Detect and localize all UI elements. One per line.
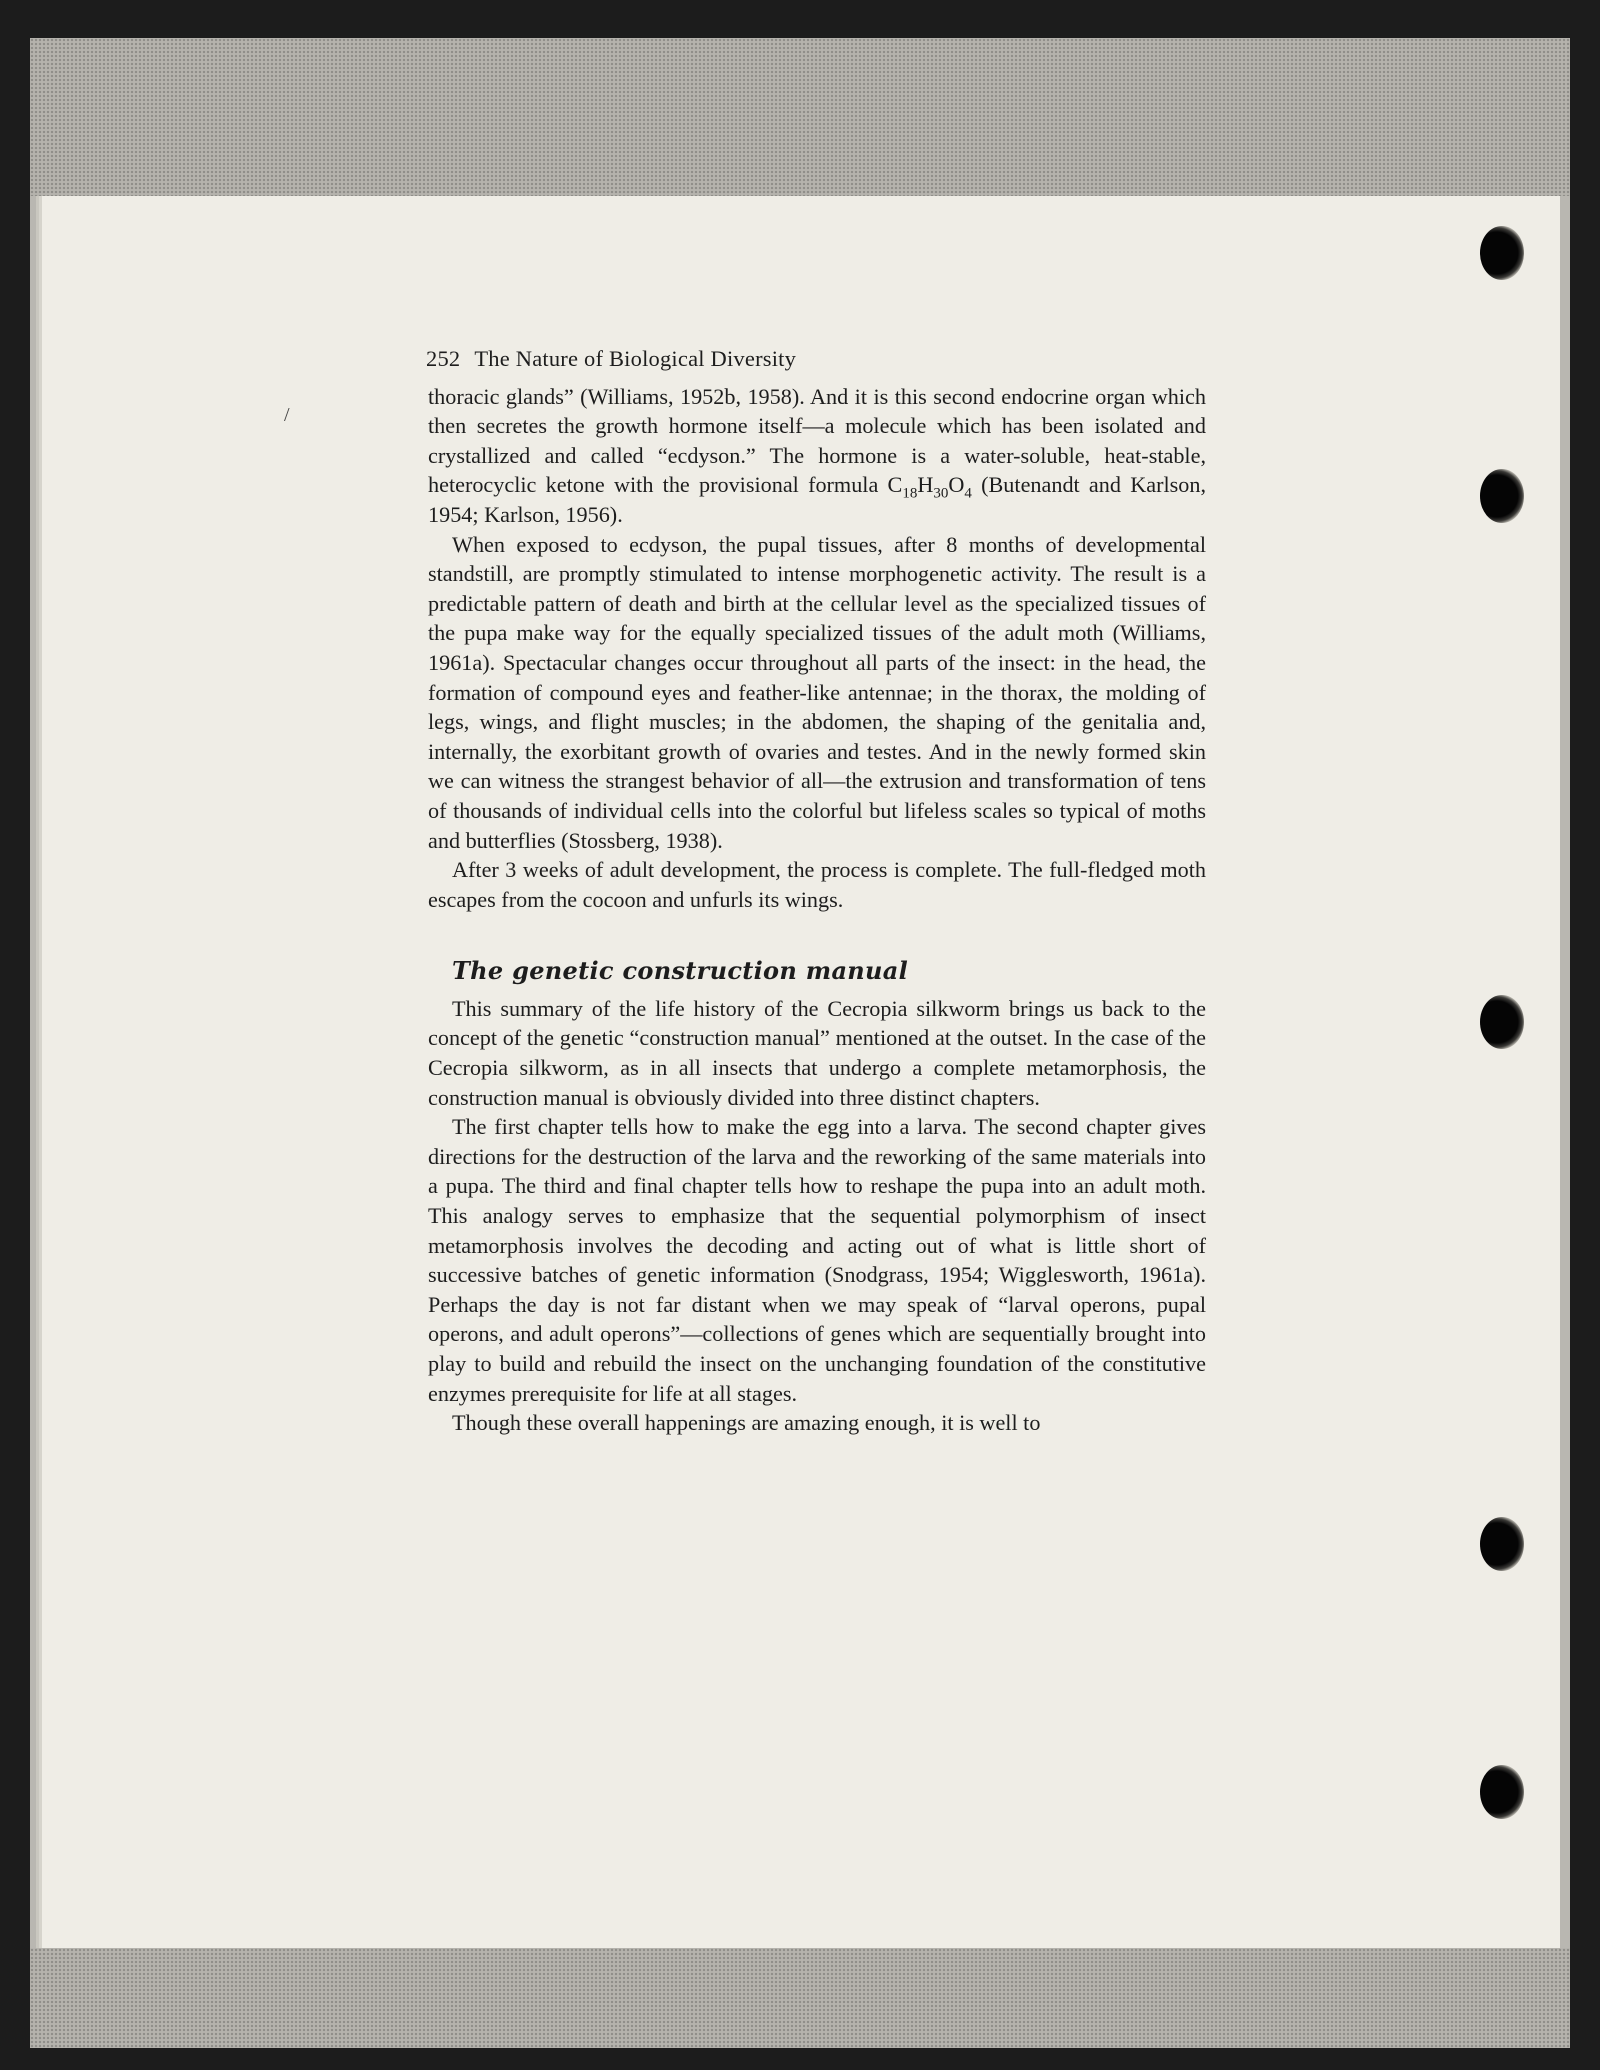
paragraph-5: The first chapter tells how to make the egg into a larva. The second chapter gives directions for the destruction of the larva and the reworking of the same materials into a pupa. The third and final chapter tells how to reshape the pupa into an adult moth. This analogy serves to emphasize that the sequential polymorphism of insect metamorphosis involves the decoding and acting out of what is little short of successive batches of genetic information (Snodgrass, 1954; Wigglesworth, 1961a). Perhaps the day is not far distant when we may speak of “larval operons, pupal operons, and adult operons”—collections of genes which are sequentially brought into play to build and rebuild the insect on the unchanging foundation of the constitutive enzymes prerequisite for life at all stages. bbox=[428, 1114, 1206, 1406]
section-heading: The genetic construction manual bbox=[452, 956, 909, 986]
page-number: 252 bbox=[426, 346, 461, 371]
margin-mark: / bbox=[284, 404, 290, 426]
binder-hole-3 bbox=[1480, 995, 1524, 1049]
paragraph-4: This summary of the life history of the Cecropia silkworm brings us back to the concept of the genetic “construction manual” mentioned at the outset. In the case of the Cecropia silkworm, as in all insects that undergo a complete metamorphosis, the construction manual is obviously divided into three distinct chapters. bbox=[428, 995, 1206, 1110]
paragraph-1: thoracic glands” (Williams, 1952b, 1958). And it is this second endocrine organ which then secretes the growth hormone itself—a molecule which has been isolated and crystallized and called “ecdyson.” The hormone is a water-soluble, heat-stable, heterocyclic ketone with the provisional formula $C_{18}H_{30}O_4$ (Butenandt and Karlson, 1954; Karlson, 1956). bbox=[428, 383, 1206, 527]
binder-hole-1 bbox=[1480, 226, 1524, 280]
book-title: The Nature of Biological Diversity bbox=[474, 346, 797, 371]
binder-hole-4 bbox=[1480, 1517, 1524, 1571]
page-text bbox=[428, 344, 1206, 1438]
binder-hole-2 bbox=[1480, 469, 1524, 523]
paragraph-2: When exposed to ecdyson, the pupal tissues, after 8 months of developmental standstill, are promptly stimulated to intense morphogenetic activity. The result is a predictable pattern of death and birth at the cellular level as the specialized tissues of the pupa make way for the equally specialized tissues of the adult moth (Williams, 1961a). Spectacular changes occur throughout all parts of the insect: in the head, the formation of compound eyes and feather-like antennae; in the thorax, the molding of legs, wings, and flight muscles; in the abdomen, the shaping of the genitalia and, internally, the exorbitant growth of ovaries and testes. And in the newly formed skin we can witness the strangest behavior of all—the extrusion and transformation of tens of thousands of individual cells into the colorful but lifeless scales so typical of moths and butterflies (Stossberg, 1938). bbox=[428, 531, 1206, 853]
bottom-screen-band bbox=[30, 1948, 1570, 2048]
paragraph-6: Though these overall happenings are amazing enough, it is well to bbox=[452, 1410, 1041, 1436]
paragraph-3: After 3 weeks of adult development, the process is complete. The full-fledged moth escapes from the cocoon and unfurls its wings. bbox=[428, 857, 1206, 912]
binder-hole-5 bbox=[1480, 1765, 1524, 1819]
running-head bbox=[426, 344, 1206, 374]
top-screen-band bbox=[30, 38, 1570, 196]
